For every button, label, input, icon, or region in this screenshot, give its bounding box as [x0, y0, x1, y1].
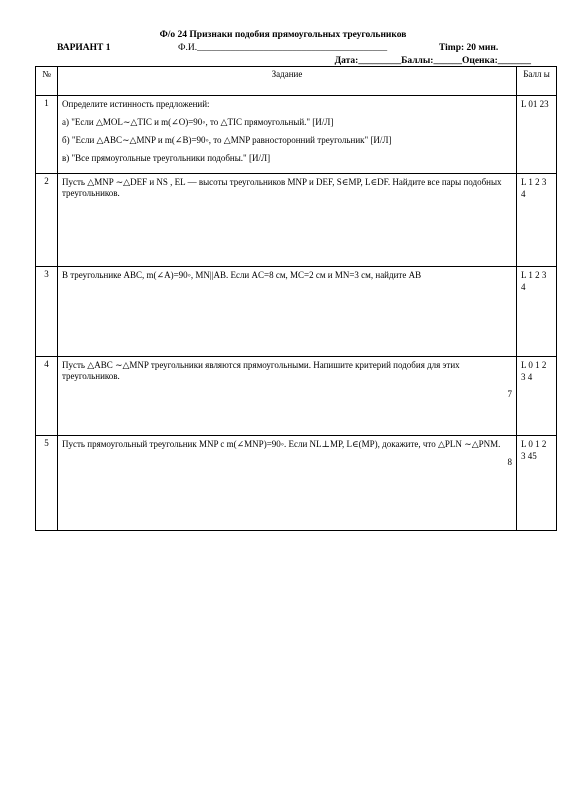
date-score-grade-line: Дата:_________Баллы:______Оценка:_______ — [334, 56, 531, 66]
task-line: а) "Если △MOL∼△TIC и m(∠O)=90◦, то △TIC прямоугольный." [И/Л] — [62, 117, 334, 127]
task-score: L 0 1 2 3 4 — [517, 357, 557, 436]
task-line: В треугольнике ABC, m(∠A)=90◦, MN||AB. Если AC=8 см, MC=2 см и MN=3 см, найдите AB — [62, 270, 422, 280]
table-row — [36, 436, 557, 531]
task-text — [58, 357, 517, 436]
name-field: Ф.И.________________________________________ — [178, 43, 388, 53]
task-number: 1 — [36, 96, 58, 174]
task-score: L 1 2 3 4 — [517, 174, 557, 267]
page-number: 8 — [507, 457, 512, 467]
task-line: Пусть △MNP ∼△DEF и NS , EL — высоты треугольников MNP и DEF, S∈MP, L∈DF. Найдите все пары подобных треугольников. — [62, 177, 502, 198]
header-number: № — [36, 67, 58, 96]
task-line: б) "Если △ABC∼△MNP и m(∠B)=90◦, то △MNP равносторонний треугольник" [И/Л] — [62, 135, 392, 145]
task-score: L 01 23 — [517, 96, 557, 174]
time-limit: Timp: 20 мин. — [439, 43, 499, 53]
task-line: Определите истинность предложений: — [62, 99, 210, 109]
worksheet-title: Ф/о 24 Признаки подобия прямоугольных треугольников — [159, 30, 407, 40]
task-number: 4 — [36, 357, 58, 436]
task-number: 3 — [36, 267, 58, 357]
task-line: в) "Все прямоугольные треугольники подобны." [И/Л] — [62, 153, 271, 163]
task-number: 2 — [36, 174, 58, 267]
task-score: L 1 2 3 4 — [517, 267, 557, 357]
task-text — [58, 174, 517, 267]
task-score: L 0 1 2 3 45 — [517, 436, 557, 531]
task-number: 5 — [36, 436, 58, 531]
task-text — [58, 267, 517, 357]
task-text — [58, 436, 517, 531]
table-row — [36, 267, 557, 357]
variant-label: ВАРИАНТ 1 — [57, 43, 111, 53]
page-number: 7 — [507, 389, 512, 399]
header-score: Балл ы — [517, 67, 557, 96]
tasks-table — [35, 66, 557, 531]
task-line: Пусть прямоугольный треугольник MNP с m(∠MNP)=90◦. Если NL⊥MP, L∈(MP), докажите, что △PLN ∼△PNM. — [62, 439, 501, 449]
table-row — [36, 357, 557, 436]
task-text — [58, 96, 517, 174]
table-row — [36, 174, 557, 267]
task-line: Пусть △ABC ∼△MNP треугольники являются прямоугольными. Напишите критерий подобия для этих треугольников. — [62, 360, 460, 381]
table-row — [36, 96, 557, 174]
header-task: Задание — [58, 67, 517, 96]
table-header-row — [36, 67, 557, 96]
